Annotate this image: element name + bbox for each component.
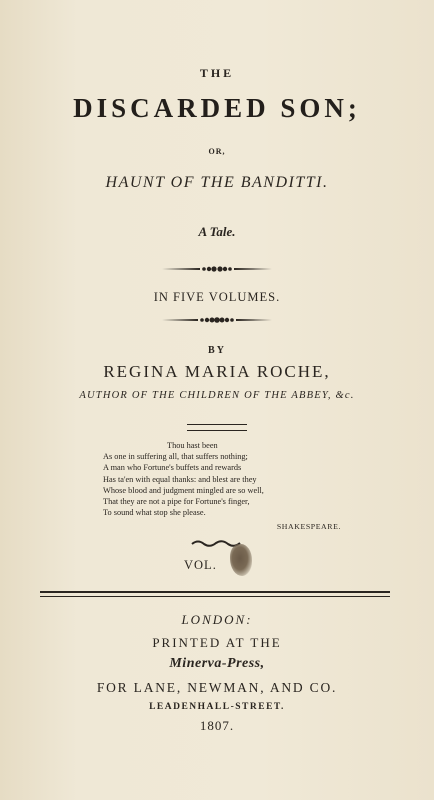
epigraph-line: To sound what stop she please. xyxy=(103,508,206,518)
epigraph-line: That they are not a pipe for Fortune's finger, xyxy=(103,497,250,507)
imprint-year: 1807. xyxy=(199,718,235,733)
double-rule-divider xyxy=(187,424,247,431)
epigraph-line: As one in suffering all, that suffers nothing; xyxy=(103,452,248,462)
imprint-press: Minerva-Press, xyxy=(169,656,265,671)
thick-rule xyxy=(40,591,390,593)
subtitle: HAUNT OF THE BANDITTI. xyxy=(105,174,329,191)
by-label: BY xyxy=(208,345,226,356)
epigraph-line: Thou hast been xyxy=(167,441,218,450)
author-name: REGINA MARIA ROCHE, xyxy=(103,362,331,381)
imprint-street: LEADENHALL-STREET. xyxy=(149,702,285,712)
imprint-place: LONDON: xyxy=(181,612,253,627)
epigraph-attribution: SHAKESPEARE. xyxy=(276,522,341,532)
title-conjunction: OR, xyxy=(208,147,226,156)
ornament-divider-top xyxy=(162,263,272,275)
imprint-printed: PRINTED AT THE xyxy=(152,635,282,650)
thin-rule xyxy=(40,596,390,597)
genre-label: A Tale. xyxy=(198,224,236,239)
title-article: THE xyxy=(199,66,235,80)
epigraph xyxy=(103,440,343,533)
epigraph-line: A man who Fortune's buffets and rewards xyxy=(103,463,242,473)
ornament-divider-bottom xyxy=(162,314,272,326)
epigraph-line: Has ta'en with equal thanks: and blest are they xyxy=(103,474,257,484)
author-credit: AUTHOR OF THE CHILDREN OF THE ABBEY, &c. xyxy=(79,390,355,401)
main-title: DISCARDED SON; xyxy=(73,93,361,123)
ink-stain xyxy=(230,544,252,576)
volume-count: IN FIVE VOLUMES. xyxy=(153,290,281,304)
epigraph-line: Whose blood and judgment mingled are so well, xyxy=(103,485,264,495)
volume-number: VOL. xyxy=(184,558,217,572)
imprint-publisher: FOR LANE, NEWMAN, AND CO. xyxy=(96,680,338,695)
